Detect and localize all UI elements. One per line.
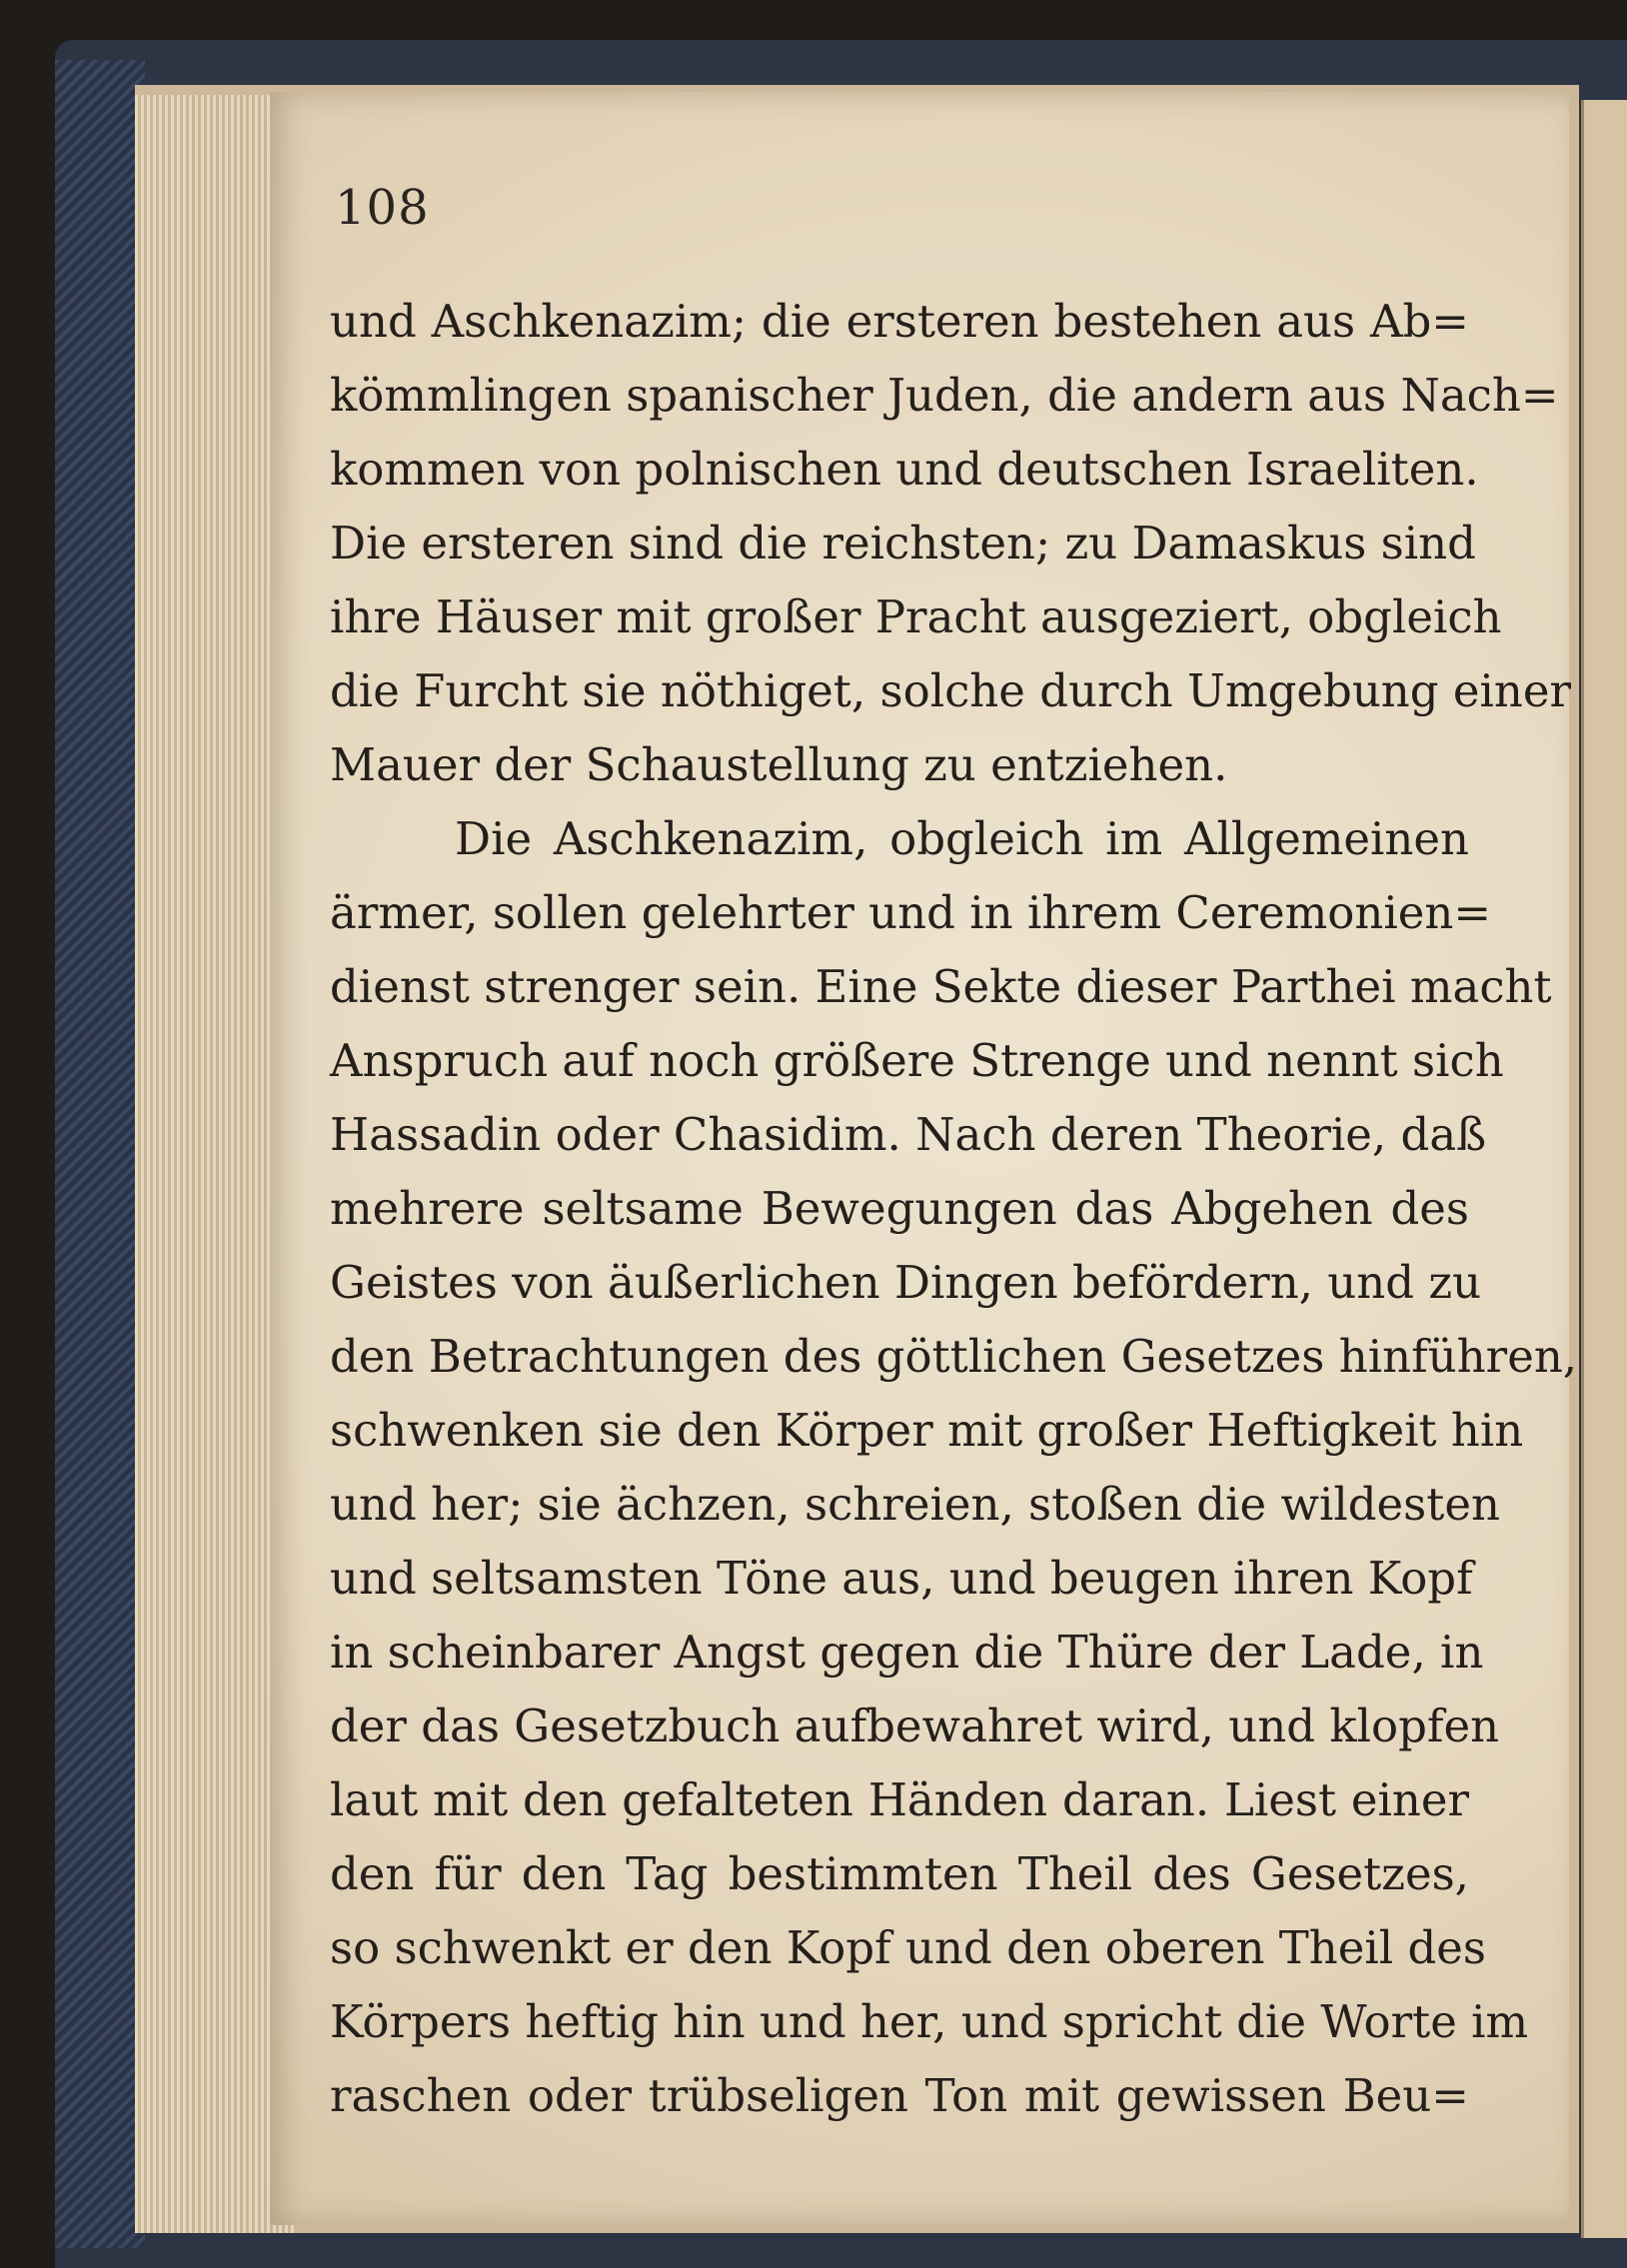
- text-line: Körpers heftig hin und her, und spricht die Worte im: [330, 1995, 1529, 2048]
- text-line: ärmer, sollen gelehrter und in ihrem Ceremonien=: [330, 886, 1492, 939]
- text-line: die Furcht sie nöthiget, solche durch Umgebung einer: [330, 664, 1572, 717]
- text-line: so schwenkt er den Kopf und den oberen Theil des: [330, 1921, 1486, 1974]
- text-line: den Betrachtungen des göttlichen Gesetzes hinführen,: [330, 1330, 1578, 1383]
- cover-spine-texture: [55, 60, 145, 2248]
- text-line: ihre Häuser mit großer Pracht ausgeziert, obgleich: [330, 590, 1502, 643]
- text-line: laut mit den gefalteten Händen daran. Liest einer: [330, 1773, 1469, 1826]
- text-line: kömmlingen spanischer Juden, die andern aus Nach=: [330, 369, 1559, 422]
- text-line: und her; sie ächzen, schreien, stoßen die wildesten: [330, 1478, 1500, 1531]
- text-line: kommen von polnischen und deutschen Israeliten.: [330, 443, 1479, 496]
- facing-page-edge: [1581, 100, 1627, 2238]
- text-line: und Aschkenazim; die ersteren bestehen aus Ab=: [330, 295, 1469, 348]
- text-line: raschen oder trübseligen Ton mit gewissen Beu=: [330, 2069, 1469, 2122]
- text-line: Anspruch auf noch größere Strenge und nennt sich: [330, 1034, 1504, 1087]
- text-line: Die Aschkenazim, obgleich im Allgemeinen: [455, 812, 1469, 865]
- text-line: Die ersteren sind die reichsten; zu Damaskus sind: [330, 517, 1476, 569]
- text-line: Mauer der Schaustellung zu entziehen.: [330, 738, 1228, 791]
- text-line: der das Gesetzbuch aufbewahret wird, und klopfen: [330, 1700, 1500, 1752]
- text-line: den für den Tag bestimmten Theil des Gesetzes,: [330, 1847, 1469, 1900]
- text-line: in scheinbarer Angst gegen die Thüre der Lade, in: [330, 1626, 1484, 1679]
- text-line: mehrere seltsame Bewegungen das Abgehen des: [330, 1182, 1469, 1235]
- text-line: Hassadin oder Chasidim. Nach deren Theorie, daß: [330, 1108, 1487, 1161]
- text-line: Geistes von äußerlichen Dingen befördern, und zu: [330, 1256, 1482, 1309]
- body-text: [330, 285, 1578, 2133]
- text-line: schwenken sie den Körper mit großer Heftigkeit hin: [330, 1404, 1524, 1457]
- page-number: 108: [335, 180, 430, 236]
- text-line: und seltsamsten Töne aus, und beugen ihren Kopf: [330, 1552, 1473, 1605]
- text-line: dienst strenger sein. Eine Sekte dieser Parthei macht: [330, 960, 1552, 1013]
